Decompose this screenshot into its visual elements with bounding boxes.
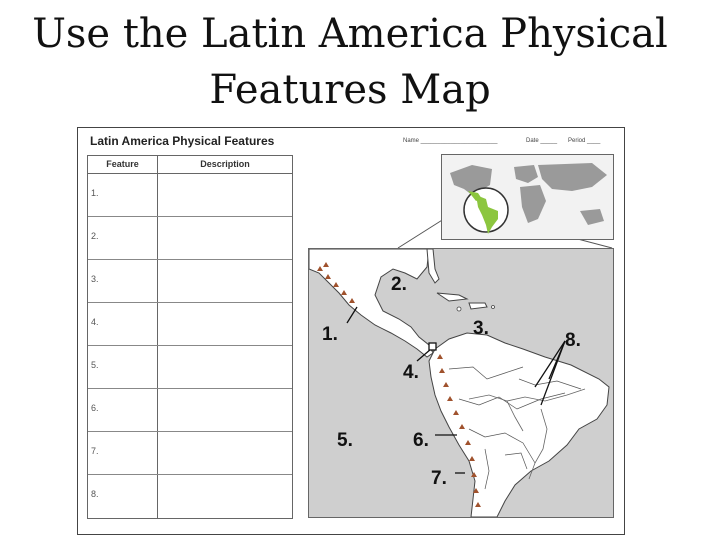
slide-title-line1: Use the Latin America Physical bbox=[32, 11, 668, 57]
world-inset-map bbox=[441, 154, 614, 240]
row-number: 7. bbox=[88, 432, 158, 474]
worksheet-title: Latin America Physical Features bbox=[90, 134, 275, 148]
map-label-3: 3. bbox=[473, 318, 489, 339]
row-number: 5. bbox=[88, 346, 158, 388]
header-description: Description bbox=[200, 159, 250, 169]
row-number: 1. bbox=[88, 174, 158, 216]
header-feature: Feature bbox=[88, 156, 158, 173]
latin-america-map bbox=[308, 248, 614, 518]
map-label-4: 4. bbox=[403, 362, 419, 383]
period-field: Period ____ bbox=[568, 138, 601, 144]
row-number: 2. bbox=[88, 217, 158, 259]
row-number: 8. bbox=[88, 475, 158, 518]
map-label-2: 2. bbox=[391, 274, 407, 295]
map-label-6: 6. bbox=[413, 430, 429, 451]
map-label-7: 7. bbox=[431, 468, 447, 489]
row-number: 3. bbox=[88, 260, 158, 302]
row-number: 6. bbox=[88, 389, 158, 431]
map-label-5: 5. bbox=[337, 430, 353, 451]
map-label-1: 1. bbox=[322, 324, 338, 345]
map-label-8: 8. bbox=[565, 330, 581, 351]
date-field: Date _____ bbox=[526, 138, 558, 144]
row-number: 4. bbox=[88, 303, 158, 345]
name-field: Name _______________________ bbox=[403, 138, 498, 144]
slide-title-line2: Features Map bbox=[209, 67, 491, 113]
